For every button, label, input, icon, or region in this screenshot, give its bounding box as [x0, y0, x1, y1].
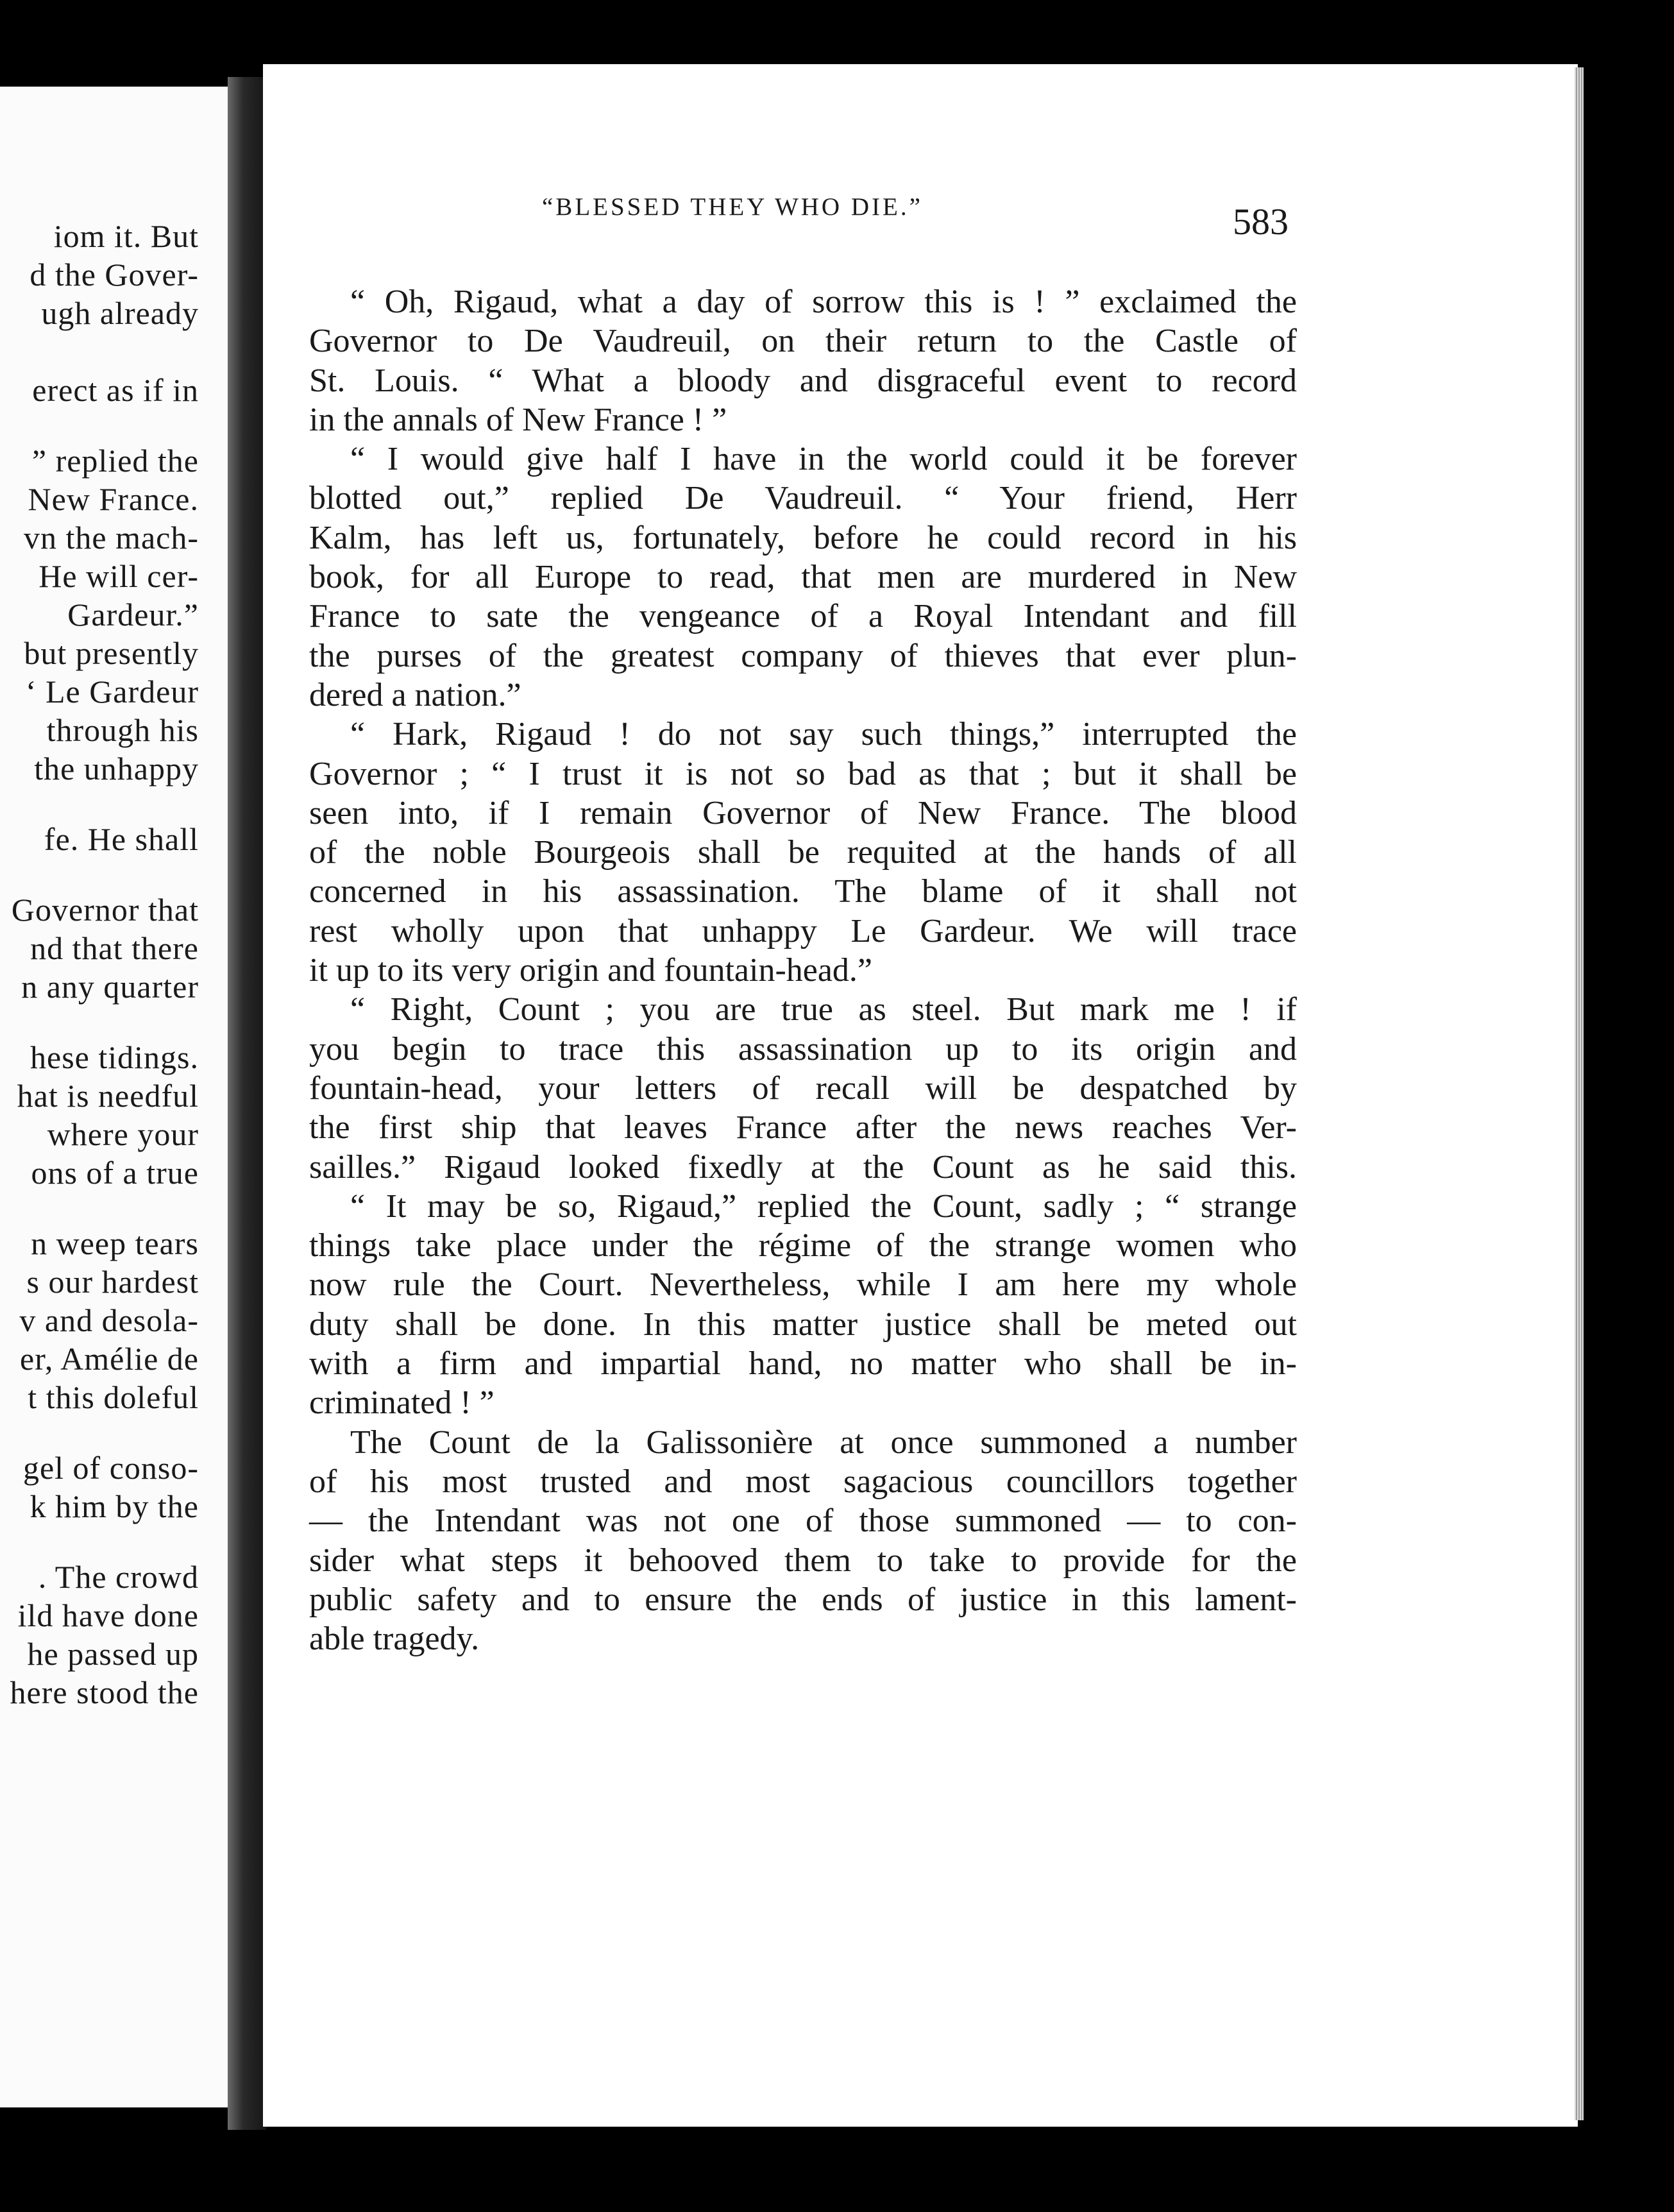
body-line: “ Right, Count ; you are true as steel. But mark me ! if [350, 991, 1297, 1028]
left-page-line: iom it. But [53, 218, 199, 254]
left-page-line: erect as if in [32, 372, 199, 408]
body-line: criminated ! ” [309, 1384, 495, 1422]
left-page-line: here stood the [10, 1674, 199, 1710]
body-line: sailles.” Rigaud looked fixedly at the Count as he said this. [309, 1148, 1297, 1186]
body-line: “ I would give half I have in the world could it be forever [350, 441, 1297, 478]
left-page-line: t this doleful [28, 1379, 199, 1415]
body-line: concerned in his assassination. The blame of it shall not [309, 873, 1297, 910]
body-line: book, for all Europe to read, that men are murdered in New [309, 559, 1297, 596]
body-line: St. Louis. “ What a bloody and disgraceful event to record [309, 362, 1297, 399]
left-page-line: ” replied the [31, 443, 199, 479]
left-page-fragment [0, 87, 231, 2107]
body-line: of the noble Bourgeois shall be requited at the hands of all [309, 834, 1297, 871]
left-page-line: but presently [24, 635, 199, 671]
body-line: seen into, if I remain Governor of New France. The blood [309, 794, 1297, 831]
left-page-line: ‘ Le Gardeur [25, 674, 199, 710]
body-line: things take place under the régime of the strange women who [309, 1227, 1297, 1264]
left-page-line: s our hardest [26, 1264, 199, 1300]
left-page-line: where your [47, 1116, 199, 1152]
left-page-line: v and desola- [19, 1302, 199, 1338]
left-page-line: vn the mach- [23, 520, 199, 556]
left-page-line: Gardeur.” [67, 597, 199, 633]
body-line: with a firm and impartial hand, no matter who shall be in- [309, 1345, 1297, 1382]
running-head: “BLESSED THEY WHO DIE.” [542, 193, 923, 221]
body-line: Governor ; “ I trust it is not so bad as that ; but it shall be [309, 755, 1297, 792]
body-line: “ Hark, Rigaud ! do not say such things,” interrupted the [350, 716, 1297, 753]
left-page-line: ugh already [41, 295, 199, 331]
body-line: of his most trusted and most sagacious councillors together [309, 1463, 1297, 1500]
body-line: the purses of the greatest company of thieves that ever plun- [309, 637, 1297, 674]
body-line: duty shall be done. In this matter justice shall be meted out [309, 1306, 1297, 1343]
book-gutter [228, 77, 266, 2130]
left-page-line: n any quarter [21, 969, 199, 1005]
left-page-line: er, Amélie de [20, 1341, 199, 1377]
left-page-line: New France. [28, 481, 199, 517]
page-number: 583 [1233, 201, 1289, 242]
body-line: dered a nation.” [309, 676, 521, 713]
body-text [309, 282, 1297, 1658]
left-page-line: nd that there [30, 930, 199, 966]
left-page-line: Governor that [11, 892, 199, 928]
body-line: rest wholly upon that unhappy Le Gardeur. We will trace [309, 912, 1297, 949]
body-line: The Count de la Galissonière at once summoned a number [350, 1424, 1297, 1461]
body-line: in the annals of New France ! ” [309, 401, 727, 438]
body-line: France to sate the vengeance of a Royal Intendant and fill [309, 598, 1297, 635]
left-page-line: hat is needful [17, 1078, 199, 1114]
page-edge [1575, 67, 1584, 2120]
left-page-line: . The crowd [38, 1559, 199, 1595]
body-line: able tragedy. [309, 1621, 480, 1658]
body-line: now rule the Court. Nevertheless, while I am here my whole [309, 1266, 1297, 1304]
body-line: “ It may be so, Rigaud,” replied the Count, sadly ; “ strange [350, 1187, 1297, 1225]
body-line: — the Intendant was not one of those summoned — to con- [309, 1502, 1297, 1540]
left-page-line: through his [46, 712, 199, 748]
left-page-line: hese tidings. [30, 1039, 199, 1075]
left-page-line: ons of a true [31, 1155, 199, 1191]
left-page-line: n weep tears [31, 1225, 199, 1261]
body-line: fountain-head, your letters of recall will be despatched by [309, 1069, 1297, 1107]
left-page-line: d the Gover- [30, 257, 199, 293]
left-page-line: gel of conso- [22, 1450, 199, 1486]
body-line: blotted out,” replied De Vaudreuil. “ Your friend, Herr [309, 480, 1297, 517]
left-page-line: he passed up [27, 1636, 199, 1672]
body-line: “ Oh, Rigaud, what a day of sorrow this is ! ” exclaimed the [350, 284, 1297, 320]
left-page-line: k him by the [30, 1488, 199, 1524]
body-line: Governor to De Vaudreuil, on their return to the Castle of [309, 323, 1297, 360]
body-line: you begin to trace this assassination up to its origin and [309, 1030, 1297, 1068]
body-line: the first ship that leaves France after the news reaches Ver- [309, 1109, 1297, 1146]
left-page-line: the unhappy [34, 751, 199, 787]
left-page-line: ild have done [17, 1597, 199, 1633]
body-line: Kalm, has left us, fortunately, before he could record in his [309, 519, 1297, 556]
body-line: it up to its very origin and fountain-head.” [309, 952, 873, 989]
body-line: public safety and to ensure the ends of justice in this lament- [309, 1581, 1297, 1618]
left-page-line: He will cer- [38, 558, 199, 594]
body-line: sider what steps it behooved them to take to provide for the [309, 1542, 1297, 1579]
left-page-line: fe. He shall [44, 821, 199, 857]
